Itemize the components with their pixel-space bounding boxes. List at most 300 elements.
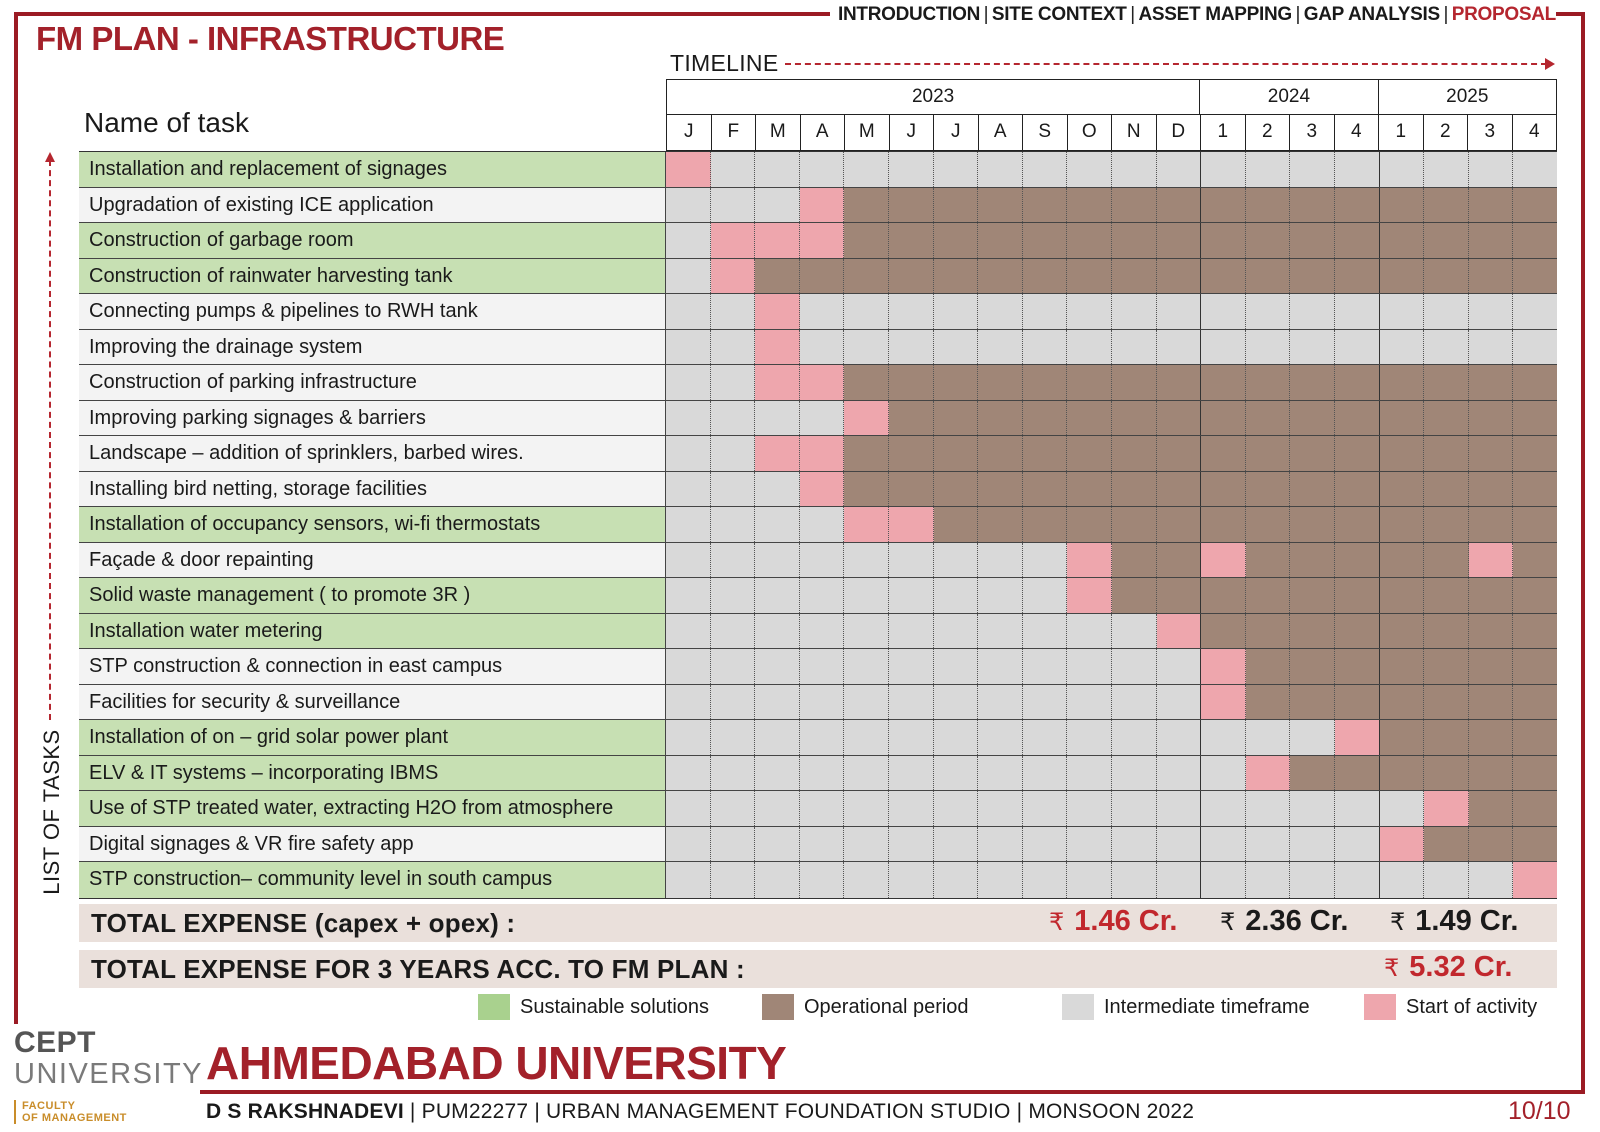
- task-timeline: [666, 578, 1557, 613]
- year-header-row: [666, 79, 1557, 115]
- nav-item-site-context[interactable]: SITE CONTEXT: [991, 4, 1127, 25]
- timeline-cell-intermediate: [666, 259, 711, 294]
- yearly-total-bar: [79, 904, 1557, 942]
- timeline-cell-operational: [1513, 791, 1557, 826]
- footer-separator: |: [1016, 1100, 1023, 1123]
- timeline-cell-operational: [1335, 543, 1380, 578]
- timeline-cell-operational: [889, 223, 934, 258]
- timeline-cell-intermediate: [1513, 330, 1557, 365]
- timeline-cell-intermediate: [1157, 330, 1202, 365]
- timeline-cell-operational: [1246, 259, 1291, 294]
- timeline-cell-operational: [1201, 614, 1246, 649]
- timeline-cell-intermediate: [1290, 862, 1335, 898]
- task-row: [79, 720, 1557, 756]
- timeline-cell-intermediate: [1023, 578, 1068, 613]
- timeline-cell-intermediate: [666, 436, 711, 471]
- timeline-cell-intermediate: [800, 401, 845, 436]
- timeline-cell-operational: [934, 507, 979, 542]
- task-row: [79, 543, 1557, 579]
- timeline-cell-operational: [1469, 259, 1514, 294]
- timeline-cell-intermediate: [755, 756, 800, 791]
- timeline-cell-operational: [1290, 436, 1335, 471]
- task-row: [79, 223, 1557, 259]
- timeline-cell-intermediate: [1513, 152, 1557, 187]
- timeline-cell-operational: [1023, 259, 1068, 294]
- timeline-cell-start: [666, 152, 711, 187]
- timeline-cell-intermediate: [1335, 791, 1380, 826]
- timeline-cell-start: [755, 330, 800, 365]
- timeline-cell-intermediate: [1067, 720, 1112, 755]
- timeline-cell-operational: [1424, 259, 1469, 294]
- timeline-cell-intermediate: [978, 791, 1023, 826]
- timeline-cell-intermediate: [711, 720, 756, 755]
- timeline-cell-intermediate: [1157, 649, 1202, 684]
- timeline-cell-operational: [1157, 436, 1202, 471]
- timeline-cell-intermediate: [1112, 720, 1157, 755]
- timeline-cell-intermediate: [889, 578, 934, 613]
- total-2025-amount: 1.49 Cr.: [1415, 905, 1519, 937]
- timeline-cell-operational: [1112, 436, 1157, 471]
- timeline-cell-operational: [1513, 188, 1557, 223]
- timeline-cell-intermediate: [934, 685, 979, 720]
- timeline-cell-operational: [1335, 401, 1380, 436]
- timeline-cell-operational: [1112, 578, 1157, 613]
- timeline-cell-start: [755, 223, 800, 258]
- timeline-cell-operational: [1067, 188, 1112, 223]
- timeline-cell-intermediate: [666, 827, 711, 862]
- year-header-2024: 2024: [1199, 80, 1377, 114]
- timeline-cell-intermediate: [1112, 152, 1157, 187]
- timeline-cell-operational: [1157, 543, 1202, 578]
- timeline-cell-intermediate: [711, 294, 756, 329]
- timeline-cell-intermediate: [711, 685, 756, 720]
- timeline-cell-operational: [1112, 507, 1157, 542]
- task-name: STP construction & connection in east campus: [79, 649, 666, 684]
- timeline-cell-start: [755, 436, 800, 471]
- timeline-cell-start: [1067, 578, 1112, 613]
- timeline-cell-intermediate: [1290, 720, 1335, 755]
- university-title: AHMEDABAD UNIVERSITY: [206, 1037, 787, 1089]
- timeline-cell-operational: [1335, 756, 1380, 791]
- task-row: [79, 330, 1557, 366]
- column-header: A: [978, 115, 1023, 150]
- task-timeline: [666, 436, 1557, 471]
- timeline-cell-intermediate: [978, 614, 1023, 649]
- timeline-cell-operational: [844, 259, 889, 294]
- timeline-cell-start: [844, 401, 889, 436]
- timeline-cell-intermediate: [1335, 862, 1380, 898]
- timeline-cell-operational: [844, 472, 889, 507]
- timeline-cell-intermediate: [1246, 862, 1291, 898]
- timeline-cell-intermediate: [755, 401, 800, 436]
- timeline-cell-intermediate: [889, 720, 934, 755]
- timeline-cell-operational: [1513, 223, 1557, 258]
- timeline-cell-start: [1201, 685, 1246, 720]
- timeline-cell-intermediate: [1067, 152, 1112, 187]
- timeline-cell-operational: [1513, 472, 1557, 507]
- timeline-cell-start: [755, 294, 800, 329]
- timeline-cell-start: [711, 223, 756, 258]
- timeline-cell-intermediate: [666, 401, 711, 436]
- timeline-cell-intermediate: [1380, 294, 1425, 329]
- timeline-cell-operational: [1067, 259, 1112, 294]
- timeline-cell-operational: [1424, 685, 1469, 720]
- timeline-cell-intermediate: [1067, 791, 1112, 826]
- timeline-cell-operational: [1112, 401, 1157, 436]
- nav-separator: |: [983, 4, 989, 25]
- timeline-cell-operational: [1201, 436, 1246, 471]
- studio-name: URBAN MANAGEMENT FOUNDATION STUDIO: [546, 1100, 1011, 1123]
- timeline-cell-operational: [1290, 472, 1335, 507]
- timeline-cell-operational: [1290, 578, 1335, 613]
- task-timeline: [666, 401, 1557, 436]
- timeline-cell-operational: [1023, 401, 1068, 436]
- timeline-cell-intermediate: [889, 862, 934, 898]
- timeline-cell-start: [1335, 720, 1380, 755]
- timeline-cell-operational: [1290, 543, 1335, 578]
- timeline-cell-operational: [1157, 401, 1202, 436]
- timeline-cell-intermediate: [666, 507, 711, 542]
- timeline-cell-intermediate: [711, 188, 756, 223]
- task-timeline: [666, 827, 1557, 862]
- timeline-cell-operational: [1469, 365, 1514, 400]
- timeline-cell-operational: [1246, 685, 1291, 720]
- timeline-cell-operational: [1112, 259, 1157, 294]
- timeline-cell-intermediate: [978, 720, 1023, 755]
- logo-management-text: OF MANAGEMENT: [22, 1112, 127, 1124]
- nav-separator: |: [1130, 4, 1135, 25]
- frame-left-border: [14, 12, 18, 1024]
- year-header-2025: 2025: [1378, 80, 1556, 114]
- nav-item-gap-analysis[interactable]: GAP ANALYSIS: [1303, 4, 1440, 25]
- timeline-cell-intermediate: [1424, 862, 1469, 898]
- timeline-cell-operational: [1424, 472, 1469, 507]
- timeline-cell-intermediate: [978, 862, 1023, 898]
- timeline-cell-operational: [934, 472, 979, 507]
- timeline-cell-intermediate: [844, 720, 889, 755]
- timeline-cell-intermediate: [1112, 330, 1157, 365]
- timeline-cell-start: [1469, 543, 1514, 578]
- timeline-cell-operational: [1023, 436, 1068, 471]
- timeline-cell-intermediate: [1157, 827, 1202, 862]
- yearly-total-label: TOTAL EXPENSE (capex + opex) :: [91, 908, 516, 938]
- task-timeline: [666, 507, 1557, 542]
- timeline-cell-intermediate: [934, 862, 979, 898]
- column-header: M: [755, 115, 800, 150]
- timeline-cell-intermediate: [889, 330, 934, 365]
- timeline-cell-intermediate: [1023, 152, 1068, 187]
- task-timeline: [666, 152, 1557, 187]
- timeline-cell-intermediate: [844, 862, 889, 898]
- task-timeline: [666, 543, 1557, 578]
- timeline-cell-intermediate: [1424, 294, 1469, 329]
- timeline-cell-operational: [1380, 614, 1425, 649]
- timeline-cell-intermediate: [844, 578, 889, 613]
- timeline-cell-intermediate: [711, 649, 756, 684]
- logo-line-faculty: [14, 1100, 184, 1124]
- timeline-cell-operational: [1424, 401, 1469, 436]
- timeline-cell-intermediate: [844, 330, 889, 365]
- task-row: [79, 685, 1557, 721]
- timeline-cell-intermediate: [800, 152, 845, 187]
- timeline-cell-intermediate: [889, 791, 934, 826]
- task-row: [79, 152, 1557, 188]
- timeline-label: TIMELINE: [670, 50, 779, 76]
- timeline-cell-operational: [844, 223, 889, 258]
- task-timeline: [666, 223, 1557, 258]
- timeline-cell-operational: [1290, 223, 1335, 258]
- timeline-cell-operational: [978, 223, 1023, 258]
- timeline-cell-operational: [1335, 578, 1380, 613]
- total-2023-amount: 1.46 Cr.: [1074, 905, 1178, 937]
- timeline-cell-start: [711, 259, 756, 294]
- task-name: Connecting pumps & pipelines to RWH tank: [79, 294, 666, 329]
- timeline-cell-operational: [1469, 507, 1514, 542]
- timeline-cell-start: [1157, 614, 1202, 649]
- timeline-cell-operational: [1513, 543, 1557, 578]
- timeline-cell-operational: [1246, 472, 1291, 507]
- timeline-cell-intermediate: [1201, 756, 1246, 791]
- timeline-cell-intermediate: [978, 152, 1023, 187]
- timeline-cell-intermediate: [1157, 152, 1202, 187]
- timeline-cell-operational: [1424, 436, 1469, 471]
- timeline-cell-intermediate: [755, 720, 800, 755]
- timeline-cell-operational: [889, 472, 934, 507]
- task-name: Construction of rainwater harvesting tank: [79, 259, 666, 294]
- timeline-cell-operational: [1424, 223, 1469, 258]
- timeline-cell-intermediate: [800, 614, 845, 649]
- timeline-cell-intermediate: [934, 614, 979, 649]
- timeline-cell-intermediate: [1023, 862, 1068, 898]
- timeline-cell-intermediate: [934, 791, 979, 826]
- timeline-cell-intermediate: [800, 720, 845, 755]
- rupee-icon: ₹: [1390, 909, 1406, 936]
- timeline-cell-operational: [1246, 436, 1291, 471]
- task-row: [79, 259, 1557, 295]
- timeline-cell-intermediate: [666, 649, 711, 684]
- timeline-cell-operational: [1201, 401, 1246, 436]
- timeline-cell-operational: [1513, 507, 1557, 542]
- task-name: Solid waste management ( to promote 3R ): [79, 578, 666, 613]
- nav-item-introduction[interactable]: INTRODUCTION: [838, 4, 981, 25]
- timeline-cell-intermediate: [755, 649, 800, 684]
- timeline-cell-operational: [1469, 578, 1514, 613]
- total-2025: [1390, 905, 1518, 938]
- footer-separator: |: [409, 1100, 416, 1123]
- timeline-cell-operational: [1380, 436, 1425, 471]
- column-header: 2: [1423, 115, 1468, 150]
- timeline-cell-operational: [1469, 791, 1514, 826]
- timeline-cell-operational: [1201, 259, 1246, 294]
- task-name: Installation of on – grid solar power plant: [79, 720, 666, 755]
- timeline-cell-operational: [1424, 827, 1469, 862]
- timeline-cell-intermediate: [1023, 649, 1068, 684]
- timeline-cell-operational: [1513, 756, 1557, 791]
- timeline-cell-intermediate: [889, 614, 934, 649]
- task-name: Improving parking signages & barriers: [79, 401, 666, 436]
- timeline-cell-intermediate: [1469, 862, 1514, 898]
- task-row: [79, 827, 1557, 863]
- timeline-cell-intermediate: [978, 756, 1023, 791]
- timeline-cell-operational: [1513, 259, 1557, 294]
- task-timeline: [666, 720, 1557, 755]
- timeline-cell-operational: [1380, 472, 1425, 507]
- timeline-cell-operational: [1246, 614, 1291, 649]
- timeline-cell-operational: [1513, 401, 1557, 436]
- task-row: [79, 188, 1557, 224]
- nav-item-proposal[interactable]: PROPOSAL: [1451, 4, 1556, 25]
- timeline-cell-operational: [1380, 188, 1425, 223]
- timeline-cell-intermediate: [978, 543, 1023, 578]
- timeline-cell-intermediate: [1023, 756, 1068, 791]
- task-timeline: [666, 614, 1557, 649]
- timeline-cell-intermediate: [889, 152, 934, 187]
- timeline-cell-operational: [1380, 259, 1425, 294]
- timeline-cell-intermediate: [711, 756, 756, 791]
- total-2023: [1049, 905, 1177, 938]
- timeline-cell-intermediate: [1201, 827, 1246, 862]
- logo-line-university: UNIVERSITY: [14, 1058, 204, 1090]
- timeline-cell-operational: [1157, 472, 1202, 507]
- timeline-cell-intermediate: [1513, 294, 1557, 329]
- timeline-cell-operational: [844, 436, 889, 471]
- timeline-cell-intermediate: [934, 756, 979, 791]
- timeline-cell-operational: [1112, 188, 1157, 223]
- timeline-cell-intermediate: [1335, 294, 1380, 329]
- timeline-cell-intermediate: [711, 330, 756, 365]
- legend-label-intermediate: Intermediate timeframe: [1104, 995, 1310, 1018]
- grand-total: [1384, 951, 1512, 984]
- timeline-cell-intermediate: [844, 543, 889, 578]
- nav-item-asset-mapping[interactable]: ASSET MAPPING: [1138, 4, 1292, 25]
- timeline-cell-operational: [889, 259, 934, 294]
- timeline-cell-operational: [844, 365, 889, 400]
- task-timeline: [666, 330, 1557, 365]
- column-header: 1: [1200, 115, 1245, 150]
- timeline-cell-intermediate: [1290, 152, 1335, 187]
- timeline-cell-intermediate: [1067, 827, 1112, 862]
- timeline-cell-operational: [978, 472, 1023, 507]
- timeline-cell-start: [800, 188, 845, 223]
- timeline-cell-operational: [1424, 507, 1469, 542]
- column-header: 4: [1334, 115, 1379, 150]
- timeline-cell-operational: [889, 188, 934, 223]
- timeline-cell-intermediate: [978, 330, 1023, 365]
- task-row: [79, 436, 1557, 472]
- column-header: J: [684, 121, 694, 142]
- timeline-cell-intermediate: [711, 578, 756, 613]
- timeline-cell-operational: [1380, 507, 1425, 542]
- timeline-cell-operational: [1246, 578, 1291, 613]
- timeline-cell-intermediate: [1246, 152, 1291, 187]
- timeline-cell-intermediate: [889, 685, 934, 720]
- timeline-cell-operational: [1157, 578, 1202, 613]
- task-name: Construction of garbage room: [79, 223, 666, 258]
- timeline-cell-operational: [934, 259, 979, 294]
- timeline-cell-operational: [1469, 685, 1514, 720]
- timeline-cell-intermediate: [934, 827, 979, 862]
- timeline-cell-intermediate: [1290, 791, 1335, 826]
- task-timeline: [666, 259, 1557, 294]
- timeline-cell-intermediate: [1112, 756, 1157, 791]
- timeline-cell-intermediate: [755, 472, 800, 507]
- timeline-cell-intermediate: [1380, 862, 1425, 898]
- timeline-cell-operational: [889, 401, 934, 436]
- timeline-cell-operational: [1023, 188, 1068, 223]
- timeline-cell-intermediate: [1157, 294, 1202, 329]
- timeline-cell-operational: [1290, 507, 1335, 542]
- timeline-cell-operational: [1290, 685, 1335, 720]
- timeline-cell-operational: [1469, 649, 1514, 684]
- timeline-cell-operational: [1424, 720, 1469, 755]
- timeline-cell-intermediate: [755, 685, 800, 720]
- timeline-cell-intermediate: [1067, 685, 1112, 720]
- timeline-cell-intermediate: [1469, 152, 1514, 187]
- task-timeline: [666, 365, 1557, 400]
- timeline-cell-intermediate: [1335, 330, 1380, 365]
- timeline-cell-intermediate: [800, 827, 845, 862]
- timeline-cell-intermediate: [711, 401, 756, 436]
- column-header: J: [933, 115, 978, 150]
- task-name: Facilities for security & surveillance: [79, 685, 666, 720]
- timeline-cell-intermediate: [711, 365, 756, 400]
- timeline-cell-intermediate: [666, 614, 711, 649]
- timeline-cell-operational: [1335, 649, 1380, 684]
- legend-operational: [762, 993, 969, 1021]
- timeline-cell-operational: [1380, 685, 1425, 720]
- timeline-cell-intermediate: [889, 294, 934, 329]
- timeline-cell-intermediate: [1157, 756, 1202, 791]
- column-header: S: [1022, 115, 1067, 150]
- timeline-cell-operational: [1335, 507, 1380, 542]
- grand-total-bar: [79, 950, 1557, 988]
- timeline-cell-operational: [889, 365, 934, 400]
- timeline-cell-intermediate: [800, 578, 845, 613]
- timeline-cell-intermediate: [978, 685, 1023, 720]
- timeline-cell-operational: [1380, 223, 1425, 258]
- timeline-cell-operational: [1335, 259, 1380, 294]
- timeline-cell-intermediate: [755, 578, 800, 613]
- column-header: 2: [1245, 115, 1290, 150]
- timeline-cell-operational: [1157, 507, 1202, 542]
- timeline-cell-intermediate: [1424, 152, 1469, 187]
- timeline-cell-operational: [1380, 649, 1425, 684]
- timeline-cell-intermediate: [978, 649, 1023, 684]
- timeline-cell-operational: [1380, 543, 1425, 578]
- timeline-cell-intermediate: [1201, 330, 1246, 365]
- legend-swatch-start: [1364, 994, 1396, 1020]
- side-arrow: [49, 160, 51, 720]
- timeline-cell-operational: [1380, 756, 1425, 791]
- timeline-cell-intermediate: [1157, 791, 1202, 826]
- task-timeline: [666, 294, 1557, 329]
- timeline-cell-intermediate: [755, 152, 800, 187]
- timeline-cell-operational: [1246, 507, 1291, 542]
- timeline-cell-operational: [934, 436, 979, 471]
- column-header: J: [889, 115, 934, 150]
- timeline-cell-operational: [1469, 827, 1514, 862]
- timeline-cell-intermediate: [1201, 791, 1246, 826]
- timeline-cell-intermediate: [711, 436, 756, 471]
- timeline-cell-operational: [1469, 223, 1514, 258]
- timeline-cell-start: [800, 436, 845, 471]
- column-header-row: [666, 115, 1557, 151]
- timeline-cell-operational: [1380, 720, 1425, 755]
- timeline-cell-intermediate: [800, 294, 845, 329]
- legend-swatch-operational: [762, 994, 794, 1020]
- timeline-cell-operational: [1201, 472, 1246, 507]
- timeline-cell-operational: [1513, 827, 1557, 862]
